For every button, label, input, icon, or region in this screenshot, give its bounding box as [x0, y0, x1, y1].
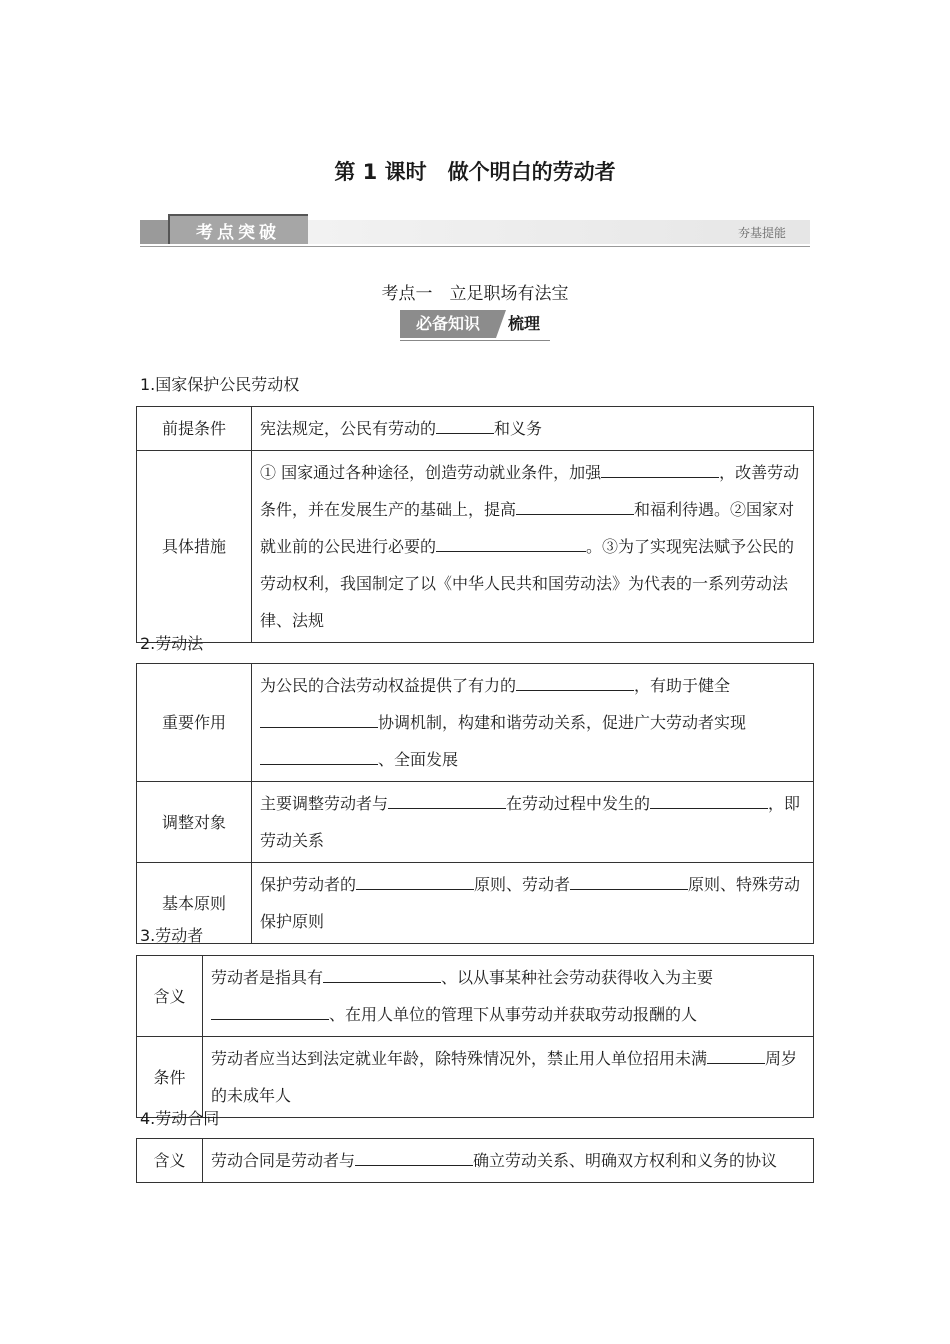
- fill-blank[interactable]: [707, 1046, 765, 1064]
- badge-slash: [496, 310, 506, 338]
- table-row: [137, 863, 814, 944]
- section-title: 4.劳动合同: [140, 1109, 220, 1128]
- badge-dark-label: 必备知识: [415, 314, 480, 333]
- fill-blank[interactable]: [260, 710, 378, 728]
- row-content: 主要调整劳动者与 在劳动过程中发生的 ，即劳动关系: [252, 782, 814, 863]
- fill-blank[interactable]: [436, 534, 586, 552]
- fill-blank[interactable]: [323, 965, 441, 983]
- table-row: [137, 407, 814, 451]
- row-content: ① 国家通过各种途径，创造劳动就业条件，加强 ，改善劳动条件，并在发展生产的基础上，提高 和福利待遇。②国家对就业前的公民进行必要的 。③为了实现宪法赋予公民的劳动权利，我国制定了以《中华人民共和国劳动法》为代表的一系列劳动法律、法规: [252, 451, 814, 643]
- row-content: 为公民的合法劳动权益提供了有力的 ，有助于健全协调机制，构建和谐劳动关系，促进广大劳动者实现、全面发展: [252, 664, 814, 782]
- row-label: 具体措施: [137, 451, 252, 643]
- table-labor-law: [136, 663, 814, 944]
- table-row: [137, 1139, 814, 1183]
- row-label: 含义: [137, 1139, 203, 1183]
- row-label: 调整对象: [137, 782, 252, 863]
- table-row: [137, 664, 814, 782]
- section-banner: [140, 214, 810, 247]
- table-laborer: [136, 955, 814, 1118]
- fill-blank[interactable]: [388, 791, 506, 809]
- row-content: 保护劳动者的 原则、劳动者 原则、特殊劳动保护原则: [252, 863, 814, 944]
- row-label: 基本原则: [137, 863, 252, 944]
- row-label: 含义: [137, 956, 203, 1037]
- table-row: [137, 956, 814, 1037]
- table-row: [137, 451, 814, 643]
- row-label: 条件: [137, 1037, 203, 1118]
- page-title: 第 1 课时 做个明白的劳动者: [334, 160, 616, 184]
- row-content: 劳动合同是劳动者与 确立劳动关系、明确双方权利和义务的协议: [203, 1139, 814, 1183]
- banner-divider: [140, 246, 810, 247]
- row-content: 劳动者应当达到法定就业年龄，除特殊情况外，禁止用人单位招用未满 周岁的未成年人: [203, 1037, 814, 1118]
- fill-blank[interactable]: [650, 791, 768, 809]
- banner-right-bar: [308, 220, 810, 244]
- fill-blank[interactable]: [355, 1148, 473, 1166]
- badge-underline: [400, 340, 550, 341]
- fill-blank[interactable]: [601, 460, 719, 478]
- section-title: 1.国家保护公民劳动权: [140, 375, 300, 394]
- fill-blank[interactable]: [570, 872, 688, 890]
- fill-blank[interactable]: [356, 872, 474, 890]
- row-content: 宪法规定，公民有劳动的 和义务: [252, 407, 814, 451]
- section-title: 3.劳动者: [140, 926, 204, 945]
- topic-heading: 考点一 立足职场有法宝: [381, 284, 569, 304]
- row-label: 前提条件: [137, 407, 252, 451]
- table-row: [137, 782, 814, 863]
- row-label: 重要作用: [137, 664, 252, 782]
- banner-sub-label: 夯基提能: [737, 226, 786, 240]
- fill-blank[interactable]: [516, 497, 634, 515]
- fill-blank[interactable]: [436, 416, 494, 434]
- badge-dark-block: [400, 310, 496, 338]
- table-labor-rights: [136, 406, 814, 643]
- fill-blank[interactable]: [516, 673, 634, 691]
- section-title: 2.劳动法: [140, 634, 204, 653]
- row-content: 劳动者是指具有 、以从事某种社会劳动获得收入为主要、在用人单位的管理下从事劳动并获取劳动报酬的人: [203, 956, 814, 1037]
- table-labor-contract: [136, 1138, 814, 1183]
- fill-blank[interactable]: [211, 1002, 329, 1020]
- table-row: [137, 1037, 814, 1118]
- knowledge-badge: [400, 310, 550, 340]
- fill-blank[interactable]: [260, 747, 378, 765]
- badge-light-label: 梳理: [508, 314, 541, 333]
- banner-label: 考点突破: [196, 223, 280, 243]
